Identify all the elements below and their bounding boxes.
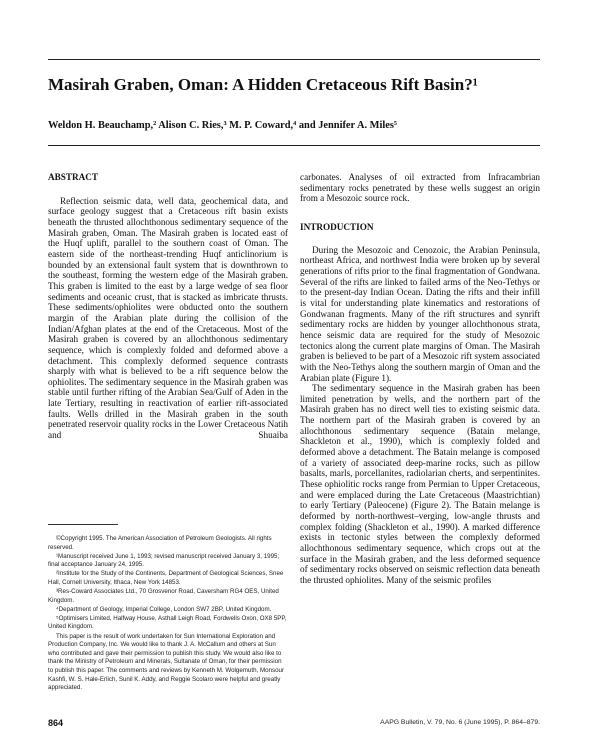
footnote-1: ¹Manuscript received June 1, 1993; revised manuscript received January 3, 1995; final acceptance January 24, 1995. — [48, 552, 280, 569]
author-list: Weldon H. Beauchamp,² Alison C. Ries,³ M. P. Coward,⁴ and Jennifer A. Miles⁵ — [48, 120, 398, 131]
footnotes — [48, 535, 288, 693]
footnote-rule — [48, 524, 118, 525]
footnote-5: ⁵Optimisers Limited, Halfway House, Asthall Leigh Road, Fordwells Oxon, OX8 5PP, United Kingdom. — [48, 614, 287, 631]
top-rule — [48, 59, 540, 60]
header-divider — [48, 145, 540, 146]
intro-paragraph-2: The sedimentary sequence in the Masirah graben has been limited penetration by wells, and the northern part of the Masirah graben has no direct well ties to existing seismic data. The northern part of the Masirah graben is covered by an allochthonous sedimentary sequence (Batain melange, Shackleton et al., 1990), which is complexly folded and deformed above a detachment. The Batain melange is composed of a variety of associated deep-marine rocks, such as pillow basalts, marls, porcellanites, radiolarian cherts, and serpentinites. These ophiolitic rocks range from Permian to Upper Cretaceous, and were emplaced during the Late Cretaceous (Maastrichtian) to early Tertiary (Paleocene) (Figure 2). The Batain melange is deformed by north-northwest–verging, low-angle thrusts and complex folding (Shackleton et al., 1990). A marked difference exists in tectonic styles between the complexly deformed allochthonous sedimentary sequence, which crops out at the surface in the Masirah graben, and the less deformed sequence of sedimentary rocks observed on seismic reflection data beneath the thrusted ophiolites. Many of the seismic profiles — [300, 383, 540, 585]
abstract-text: Reflection seismic data, well data, geochemical data, and surface geology suggest that a Cretaceous rift basin exists beneath the thrusted allochthonous sedimentary sequence of the Masirah graben, Oman. The Masirah graben is located east of the Huqf uplift, parallel to the southern coast of Oman. The eastern side of the northeast-trending Huqf anticlinorium is bounded by an extensional fault system that is downthrown to the southeast, forming the western edge of the Masirah graben. This graben is limited to the east by a large wedge of sea floor sediments and oceanic crust, that is stacked as imbricate thrusts. These sediments/ophiolites were obducted onto the southern margin of the Arabian plate during the collision of the Indian/Afghan plates at the end of the Cretaceous. Most of the Masirah graben is covered by an allochthonous sedimentary sequence, which is complexly folded and deformed above a detachment. This complexly deformed sequence contrasts sharply with what is believed to be a rift sequence below the ophiolites. The sedimentary sequence in the Masirah graben was stable until further rifting of the Arabian Sea/Gulf of Aden in the late Tertiary, resulting in reactivation of earlier rift-associated faults. Wells drilled in the Masirah graben in the south penetrated reservoir quality rocks in the Lower Cretaceous Natih and Shuaiba — [48, 195, 288, 441]
page-number: 864 — [48, 718, 64, 728]
article-title: Masirah Graben, Oman: A Hidden Cretaceous Rift Basin?¹ — [48, 75, 478, 94]
footnote-3: ³Res-Coward Associates Ltd., 70 Grosvenor Road, Caversham RG4 OES, United Kingdom. — [48, 588, 279, 604]
introduction-heading: INTRODUCTION — [300, 221, 374, 232]
left-column — [48, 172, 288, 541]
footnote-4: ⁴Department of Geology, Imperial College, London SW7 2BP, United Kingdom. — [56, 605, 272, 613]
abstract-heading: ABSTRACT — [48, 172, 99, 182]
intro-paragraph-1: During the Mesozoic and Cenozoic, the Arabian Peninsula, northeast Africa, and northwest India were broken up by several generations of rifts prior to the final fragmentation of Gondwana. Several of the rifts are linked to failed arms of the Neo-Tethys or to the present-day Indian Ocean. Dating the rifts and their infill is vital for understanding plate kinematics and restorations of Gondwanan fragments. Many of the rift structures and synrift sedimentary rocks are hidden by younger allochthonous strata, hence seismic data are required for the study of Mesozoic tectonics along the current plate margins of Oman. The Masirah graben is believed to be part of a Mesozoic rift system associated with the Neo-Tethys along the southern margin of Oman and the Arabian plate (Figure 1). — [300, 244, 540, 383]
copyright-note: ©Copyright 1995. The American Association of Petroleum Geologists. All rights reserved. — [48, 535, 272, 551]
right-column — [300, 172, 540, 593]
footnote-2: ²Institute for the Study of the Continents, Department of Geological Sciences, Snee Hall, Cornell University, Ithaca, New York 14853. — [48, 570, 284, 586]
journal-citation: AAPG Bulletin, V. 79, No. 6 (June 1995), P. 864–879. — [380, 719, 540, 726]
abstract-continuation: carbonates. Analyses of oil extracted from Infracambrian sedimentary rocks penetrated by these wells suggest an origin from a Mesozoic source rock. — [300, 172, 540, 204]
acknowledgment-note: This paper is the result of work undertaken for Sun International Exploration and Production Company, Inc. We would like to thank J. A. McCallum and others at Sun who contributed and gave their permission to publish this study. We would also like to thank the Ministry of Petroleum and Minerals, Sultanate of Oman, for their permission to publish this paper. The comments and reviews by Kenneth M. Wolgemuth, Monsour Kashfi, W. S. Hale-Erlich, Sunil K. Addy, and Reggie Scolaro were helpful and greatly appreciated. — [48, 632, 285, 692]
